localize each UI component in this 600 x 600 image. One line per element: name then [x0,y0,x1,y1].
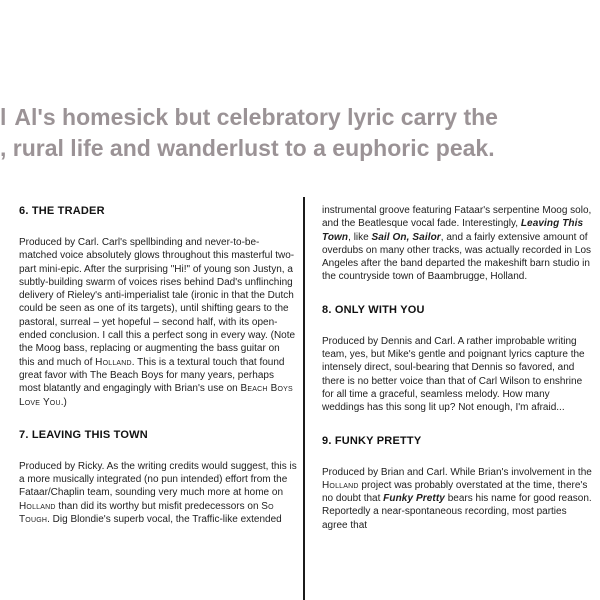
track-heading-leaving-this-town: 7. LEAVING THIS TOWN [19,428,148,441]
headline-line-1 [0,102,600,133]
track-notes-leaving-this-town-continued: instrumental groove featuring Fataar's serpentine Moog solo, and the Beatlesque vocal fade. Interestingly, Leaving This Town, like Sail On, Sailor, and a fairly extensive amount of overdubs on many other tracks, was actually recorded in Los Angeles after the band departed the makeshift barn studio in the countryside town of Baambrugge, Holland. [322,205,592,283]
left-column [19,205,297,526]
headline-line-1-text: Al's homesick but celebratory lyric carry the [14,104,498,130]
track-notes-leaving-this-town: Produced by Ricky. As the writing credits would suggest, this is a more musically integrated (no pun intended) effort from the Fataar/Chaplin team, sounding very much more at home on Holland than did its worthy but misfit predecessors on So Tough. Dig Blondie's superb vocal, the Traffic-like extended [19,460,297,526]
track-notes-funky-pretty: Produced by Brian and Carl. While Brian's involvement in the Holland project was probably overstated at the time, there's no doubt that Funky Pretty bears his name for good reason. Reportedly a near-spontaneous recording, most parties agree that [322,466,592,531]
track-notes-only-with-you: Produced by Dennis and Carl. A rather improbable writing team, yes, but Mike's gentle and poignant lyrics capture the intensely direct, soul-bearing that Dennis so favored, and there is no better voice than that of Carl Wilson to enshrine for all time a graceful, seamless melody. How many weddings has this song lit up? Not enough, I'm afraid... [322,335,585,414]
track-notes-the-trader: Produced by Carl. Carl's spellbinding and never-to-be-matched voice absolutely glows throughout this masterful two-part mini-epic. After the surprising "Hi!" of young son Justyn, a subtly-building swarm of voices rises behind Dad's unflinching delivery of Rieley's anti-imperialist tale (ironic in that the Dutch could be seen as one of its targets), until shifting gears to the pastoral, surreal – yet hopeful – second half, with its open-ended conclusion. I call this a perfect song in every way. (Note the Moog bass, replacing or augmenting the bass guitar on this and much of Holland. This is a textural touch that found great favor with The Beach Boys for many years, perhaps most blatantly and engagingly with Brian's use on Beach Boys Love You.) [19,237,296,408]
track-heading-funky-pretty: 9. FUNKY PRETTY [322,434,422,447]
track-heading-the-trader: 6. THE TRADER [19,205,105,217]
right-column [322,204,592,532]
pull-quote-headline [0,102,600,164]
headline-cropped-letter: l [0,104,7,130]
column-divider [303,197,305,600]
headline-line-2-text: , rural life and wanderlust to a euphoric peak. [0,135,495,161]
headline-line-2 [0,133,600,164]
track-heading-only-with-you: 8. ONLY WITH YOU [322,303,425,316]
